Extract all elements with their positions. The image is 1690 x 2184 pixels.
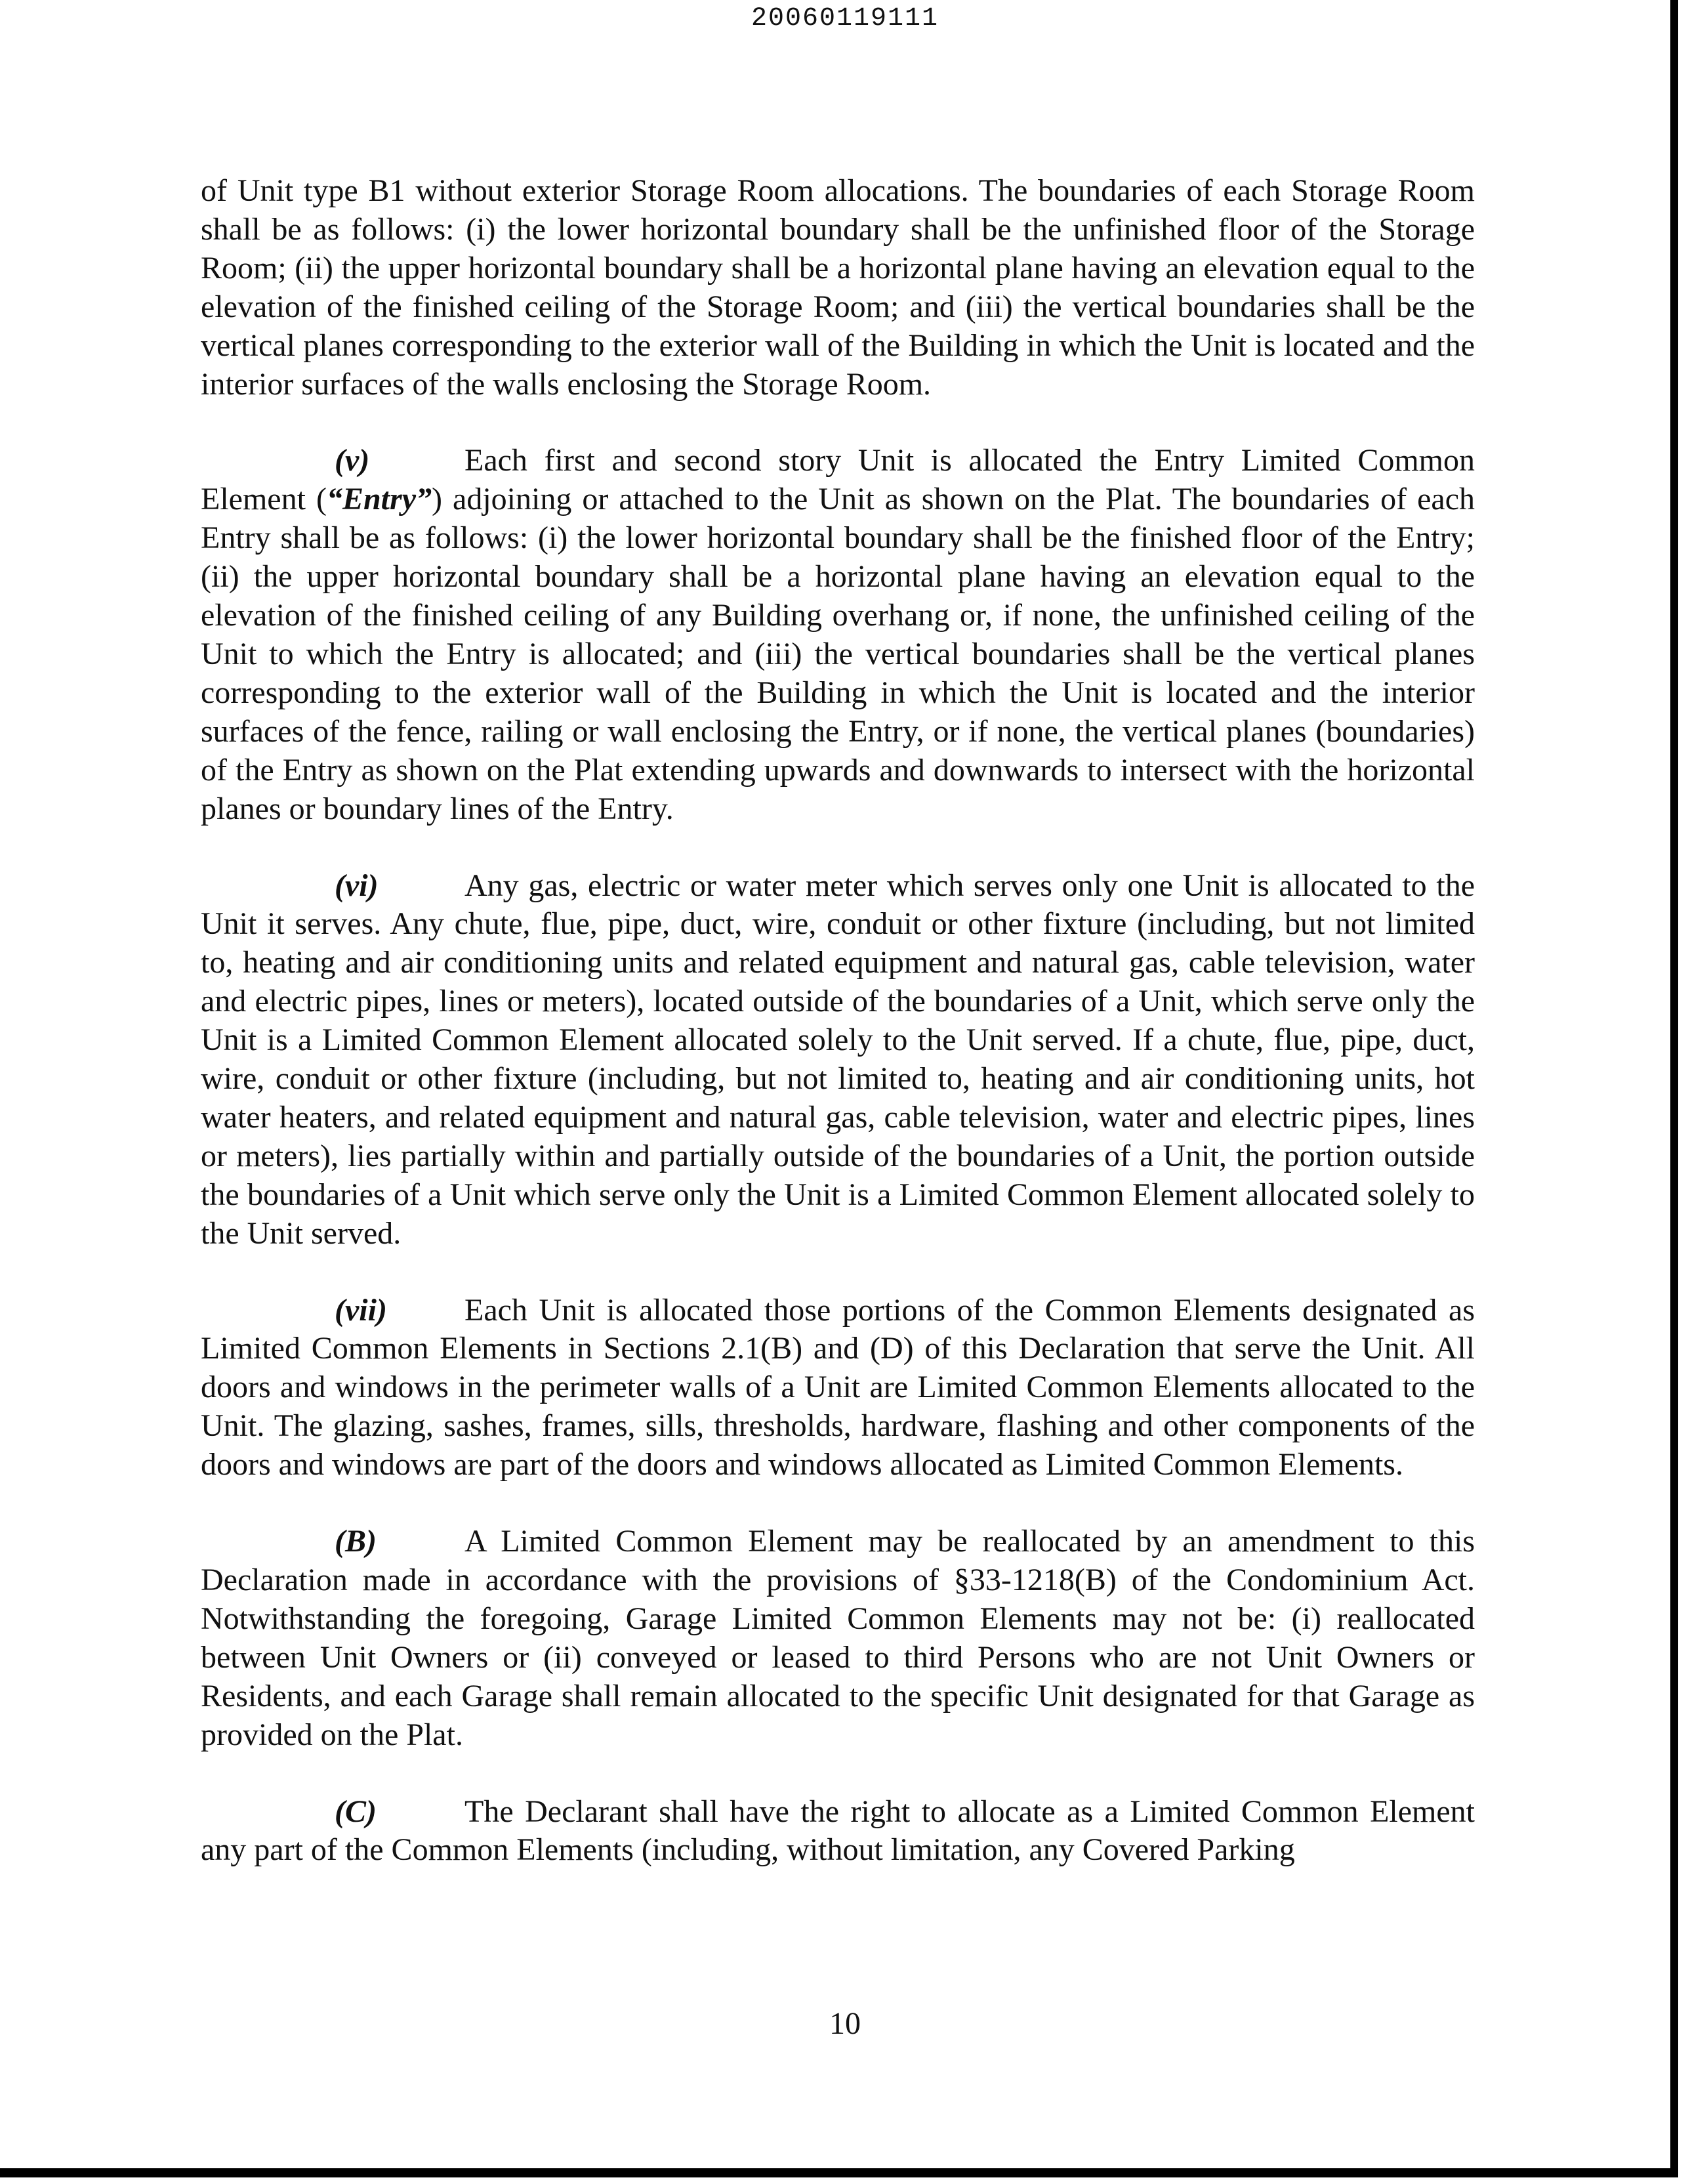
paragraph-vi-meters	[201, 867, 1475, 1253]
paragraph-storage-room-continued	[201, 172, 1475, 404]
paragraph-marker: (B)	[335, 1524, 377, 1559]
document-body	[201, 172, 1475, 1870]
paragraph-marker: (vi)	[335, 868, 379, 903]
paragraph-text: ) adjoining or attached to the Unit as shown on the Plat. The boundaries of each Entry shall be as follows: (i) the lower horizontal boundary shall be the finished floor of the Entry; (ii) the upper horizontal boundary shall be a horizontal plane having an elevation equal to the elevation of the finished ceiling of any Building overhang or, if none, the unfinished ceiling of the Unit to which the Entry is allocated; and (iii) the vertical boundaries shall be the vertical planes corresponding to the exterior wall of the Building in which the Unit is located and the interior surfaces of the fence, railing or wall enclosing the Entry, or if none, the vertical planes (boundaries) of the Entry as shown on the Plat extending upwards and downwards to intersect with the horizontal planes or boundary lines of the Entry.	[201, 482, 1475, 826]
paragraph-text: The Declarant shall have the right to allocate as a Limited Common Element any part of the Common Elements (including, without limitation, any Covered Parking	[201, 1794, 1475, 1868]
document-number: 20060119111	[751, 4, 939, 33]
paragraph-marker: (vii)	[335, 1292, 387, 1328]
paragraph-text: Each first and second story Unit is allocated the Entry Limited Common Element (	[201, 443, 1475, 517]
paragraph-text: of Unit type B1 without exterior Storage Room allocations. The boundaries of each Storage Room shall be as follows: (i) the lower horizontal boundary shall be the unfinished floor of the Storage Room; (ii) the upper horizontal boundary shall be a horizontal plane having an elevation equal to the elevation of the finished ceiling of the Storage Room; and (iii) the vertical boundaries shall be the vertical planes corresponding to the exterior wall of the Building in which the Unit is located and the interior surfaces of the walls enclosing the Storage Room.	[201, 173, 1475, 402]
paragraph-vii-doors-windows	[201, 1292, 1475, 1485]
page-number: 10	[829, 2006, 861, 2041]
right-border-rule	[1670, 0, 1678, 2171]
paragraph-text: Each Unit is allocated those portions of the Common Elements designated as Limited Common Elements in Sections 2.1(B) and (D) of this Declaration that serve the Unit. All doors and windows in the perimeter walls of a Unit are Limited Common Elements allocated to the Unit. The glazing, sashes, frames, sills, thresholds, hardware, flashing and other components of the doors and windows are part of the doors and windows allocated as Limited Common Elements.	[201, 1292, 1475, 1482]
bottom-border-rule	[0, 2168, 1678, 2177]
defined-term: “Entry”	[326, 482, 432, 517]
paragraph-b-reallocation	[201, 1522, 1475, 1754]
paragraph-marker: (v)	[335, 443, 370, 478]
paragraph-marker: (C)	[335, 1794, 377, 1829]
paragraph-v-entry	[201, 442, 1475, 828]
paragraph-text: Any gas, electric or water meter which serves only one Unit is allocated to the Unit it serves. Any chute, flue, pipe, duct, wire, conduit or other fixture (including, but not limited to, heating and air conditioning units and related equipment and natural gas, cable television, water and electric pipes, lines or meters), located outside of the boundaries of a Unit, which serve only the Unit is a Limited Common Element allocated solely to the Unit served. If a chute, flue, pipe, duct, wire, conduit or other fixture (including, but not limited to, heating and air conditioning units, hot water heaters, and related equipment and natural gas, cable television, water and electric pipes, lines or meters), lies partially within and partially outside of the boundaries of a Unit, the portion outside the boundaries of a Unit which serve only the Unit is a Limited Common Element allocated solely to the Unit served.	[201, 868, 1475, 1251]
paragraph-text: A Limited Common Element may be reallocated by an amendment to this Declaration made in accordance with the provisions of §33-1218(B) of the Condominium Act. Notwithstanding the foregoing, Garage Limited Common Elements may not be: (i) reallocated between Unit Owners or (ii) conveyed or leased to third Persons who are not Unit Owners or Residents, and each Garage shall remain allocated to the specific Unit designated for that Garage as provided on the Plat.	[201, 1524, 1475, 1752]
paragraph-c-declarant-allocation	[201, 1793, 1475, 1870]
